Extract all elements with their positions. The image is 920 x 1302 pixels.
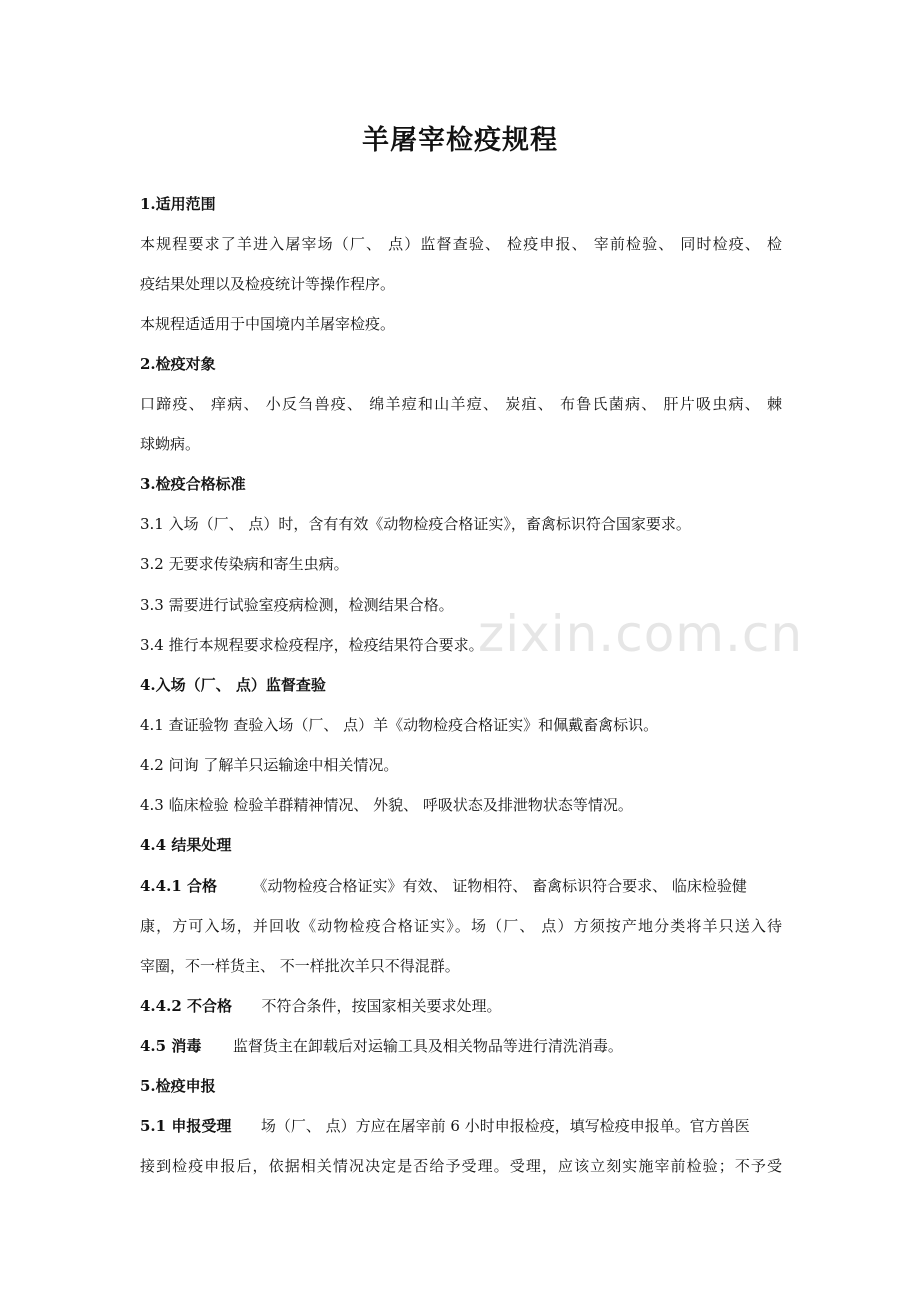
paragraph-line: 3.2 无要求传染病和寄生虫病。 xyxy=(140,555,349,573)
section-heading: 4.入场（厂、 点）监督查验 xyxy=(140,676,326,694)
paragraph-line: 3.4 推行本规程要求检疫程序，检疫结果符合要求。 xyxy=(140,636,484,654)
item-label: 4.5 消毒 xyxy=(140,1037,202,1055)
paragraph-line: 疫结果处理以及检疫统计等操作程序。 xyxy=(140,275,396,293)
paragraph-line: 4.3 临床检验 检验羊群精神情况、 外貌、 呼吸状态及排泄物状态等情况。 xyxy=(140,796,633,814)
paragraph-line: 康，方可入场，并回收《动物检疫合格证实》。场（厂、 点）方须按产地分类将羊只送入待 xyxy=(140,917,782,935)
paragraph-line: 3.3 需要进行试验室疫病检测，检测结果合格。 xyxy=(140,596,454,614)
paragraph-line: 口蹄疫、 痒病、 小反刍兽疫、 绵羊痘和山羊痘、 炭疽、 布鲁氏菌病、 肝片吸虫病、 棘 xyxy=(140,395,782,413)
paragraph-line: 4.1 查证验物 查验入场（厂、 点）羊《动物检疫合格证实》和佩戴畜禽标识。 xyxy=(140,716,659,734)
item-label: 5.1 申报受理 xyxy=(140,1117,232,1135)
paragraph-line: 本规程要求了羊进入屠宰场（厂、 点）监督查验、 检疫申报、 宰前检验、 同时检疫、 检 xyxy=(140,235,782,253)
section-heading: 1.适用范围 xyxy=(140,195,216,213)
paragraph-line: 本规程适适用于中国境内羊屠宰检疫。 xyxy=(140,315,396,333)
paragraph-line: 3.1 入场（厂、 点）时，含有有效《动物检疫合格证实》，畜禽标识符合国家要求。 xyxy=(140,515,691,533)
section-heading: 5.检疫申报 xyxy=(140,1077,216,1095)
paragraph-line xyxy=(140,1115,782,1136)
paragraph-line xyxy=(140,1035,782,1056)
item-label: 4.4.2 不合格 xyxy=(140,997,232,1015)
paragraph-line: 4.2 问询 了解羊只运输途中相关情况。 xyxy=(140,756,399,774)
paragraph-line xyxy=(140,875,782,896)
document-title: 羊屠宰检疫规程 xyxy=(362,125,558,156)
watermark: zixin.com.cn xyxy=(478,605,804,663)
section-heading: 2.检疫对象 xyxy=(140,355,216,373)
section-heading: 3.检疫合格标准 xyxy=(140,475,246,493)
paragraph-line xyxy=(140,995,782,1016)
paragraph-line: 接到检疫申报后，依据相关情况决定是否给予受理。受理，应该立刻实施宰前检验；不予受 xyxy=(140,1157,782,1175)
subsection-heading: 4.4 结果处理 xyxy=(140,836,232,854)
paragraph-line: 宰圈，不一样货主、 不一样批次羊只不得混群。 xyxy=(140,957,460,975)
item-label: 4.4.1 合格 xyxy=(140,877,217,895)
item-text: 不符合条件，按国家相关要求处理。 xyxy=(261,997,502,1015)
item-text: 《动物检疫合格证实》有效、 证物相符、 畜禽标识符合要求、 临床检验健 xyxy=(252,877,747,895)
paragraph-line: 球蚴病。 xyxy=(140,435,201,453)
item-text: 监督货主在卸载后对运输工具及相关物品等进行清洗消毒。 xyxy=(232,1037,623,1055)
item-text: 场（厂、 点）方应在屠宰前 6 小时申报检疫，填写检疫申报单。官方兽医 xyxy=(260,1117,750,1135)
